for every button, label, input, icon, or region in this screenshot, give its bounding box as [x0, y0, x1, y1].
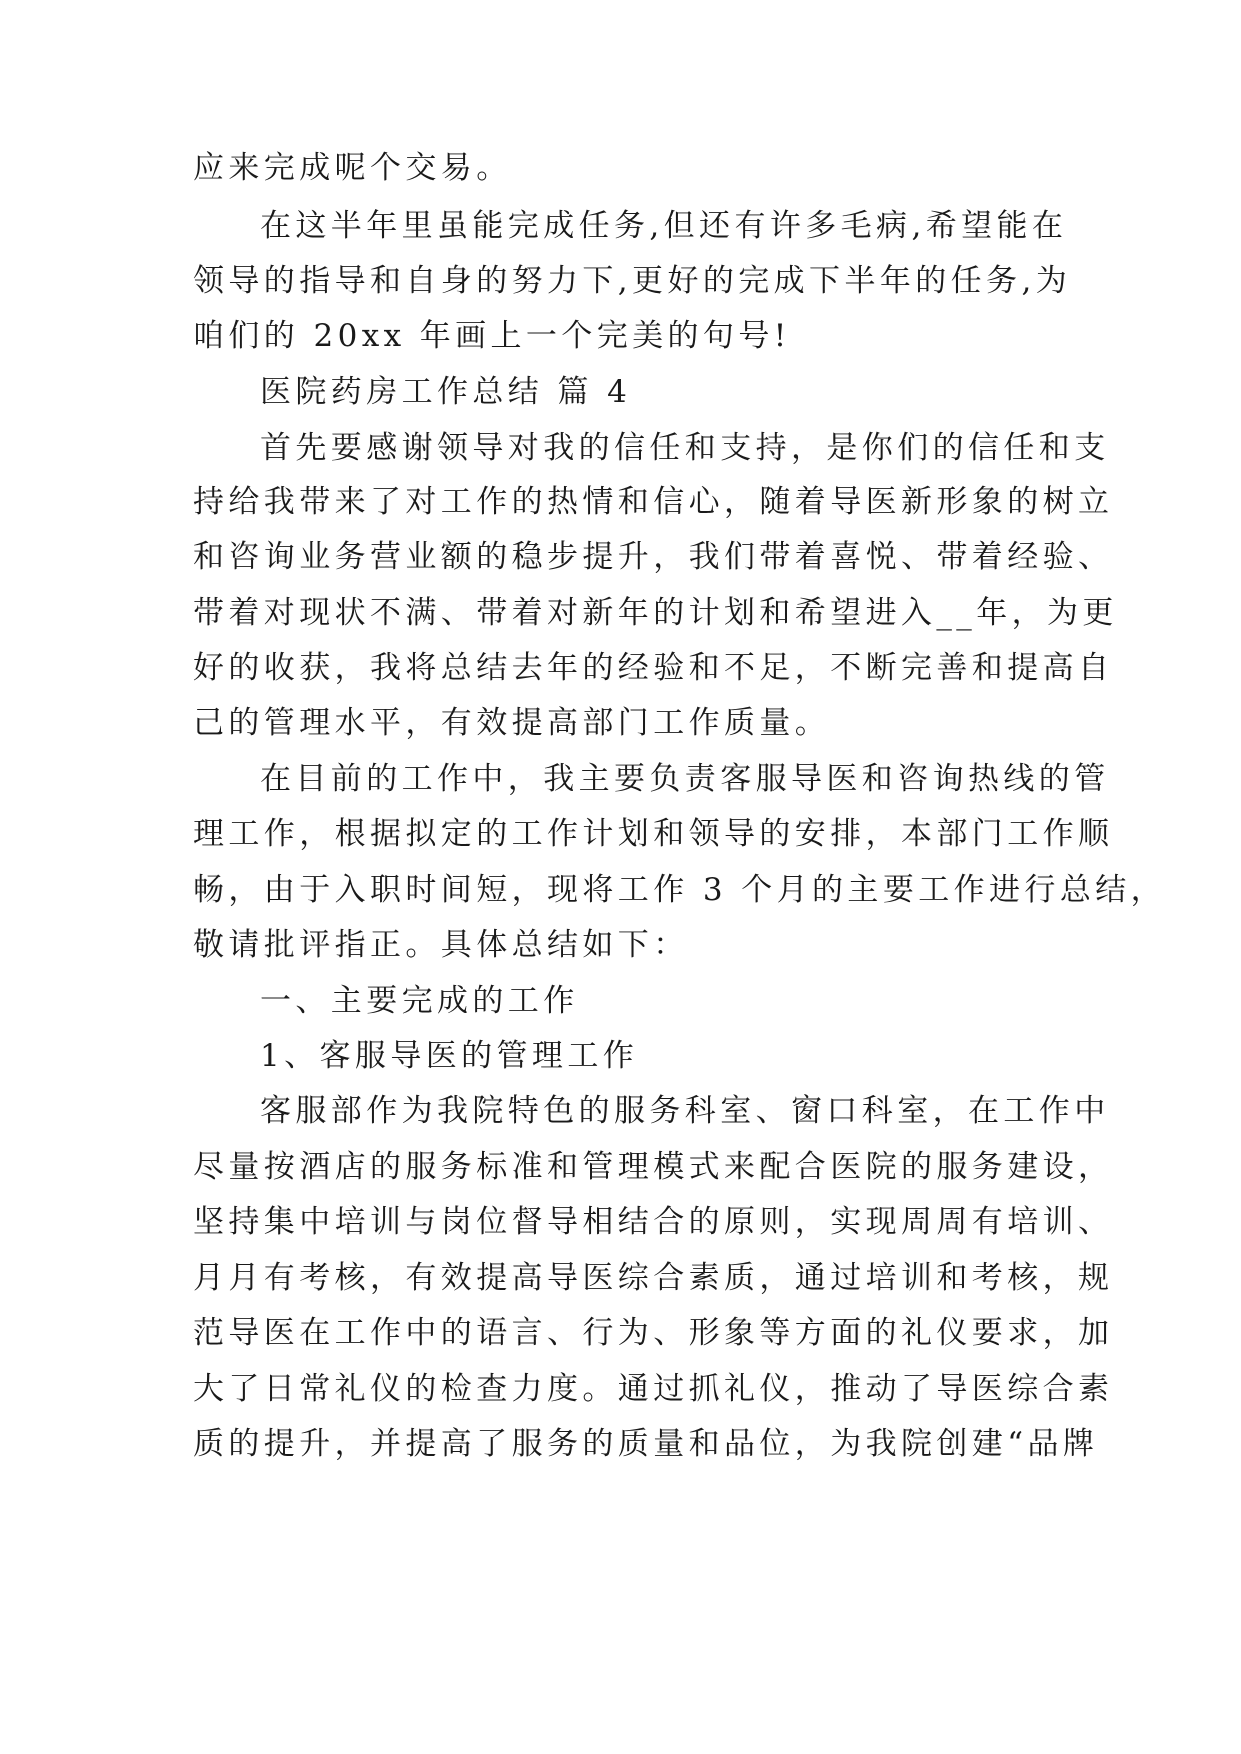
text-line-24: 质的提升，并提高了服务的质量和品位，为我院创建“品牌 — [193, 1426, 1099, 1462]
subheading-2: 1、客服导医的管理工作 — [260, 1038, 639, 1074]
text-line-22: 范导医在工作中的语言、行为、形象等方面的礼仪要求，加 — [193, 1315, 1114, 1351]
text-line-10: 好的收获，我将总结去年的经验和不足，不断完善和提高自 — [193, 650, 1114, 686]
text-line-14: 畅，由于入职时间短，现将工作 3 个月的主要工作进行总结， — [193, 872, 1167, 908]
text-line-19: 尽量按酒店的服务标准和管理模式来配合医院的服务建设， — [193, 1149, 1114, 1185]
text-line-2: 在这半年里虽能完成任务,但还有许多毛病,希望能在 — [260, 208, 1068, 244]
text-line-1: 应来完成呢个交易。 — [193, 150, 512, 186]
subheading-1: 一、主要完成的工作 — [260, 983, 579, 1019]
text-line-11: 己的管理水平，有效提高部门工作质量。 — [193, 705, 831, 741]
text-line-13: 理工作，根据拟定的工作计划和领导的安排，本部门工作顺 — [193, 816, 1114, 852]
text-line-23: 大了日常礼仪的检查力度。通过抓礼仪，推动了导医综合素 — [193, 1371, 1114, 1407]
section-heading: 医院药房工作总结 篇 4 — [260, 374, 632, 410]
text-line-21: 月月有考核，有效提高导医综合素质，通过培训和考核，规 — [193, 1260, 1114, 1296]
text-line-6: 首先要感谢领导对我的信任和支持，是你们的信任和支 — [260, 430, 1110, 466]
text-line-4: 咱们的 20xx 年画上一个完美的句号! — [193, 318, 791, 354]
text-line-12: 在目前的工作中，我主要负责客服导医和咨询热线的管 — [260, 761, 1110, 797]
text-line-3: 领导的指导和自身的努力下,更好的完成下半年的任务,为 — [193, 263, 1072, 299]
text-line-8: 和咨询业务营业额的稳步提升，我们带着喜悦、带着经验、 — [193, 539, 1114, 575]
text-line-15: 敬请批评指正。具体总结如下： — [193, 927, 689, 963]
text-line-20: 坚持集中培训与岗位督导相结合的原则，实现周周有培训、 — [193, 1204, 1114, 1240]
text-line-9: 带着对现状不满、带着对新年的计划和希望进入__年，为更 — [193, 595, 1118, 631]
text-line-18: 客服部作为我院特色的服务科室、窗口科室，在工作中 — [260, 1093, 1110, 1129]
text-line-7: 持给我带来了对工作的热情和信心，随着导医新形象的树立 — [193, 484, 1114, 520]
